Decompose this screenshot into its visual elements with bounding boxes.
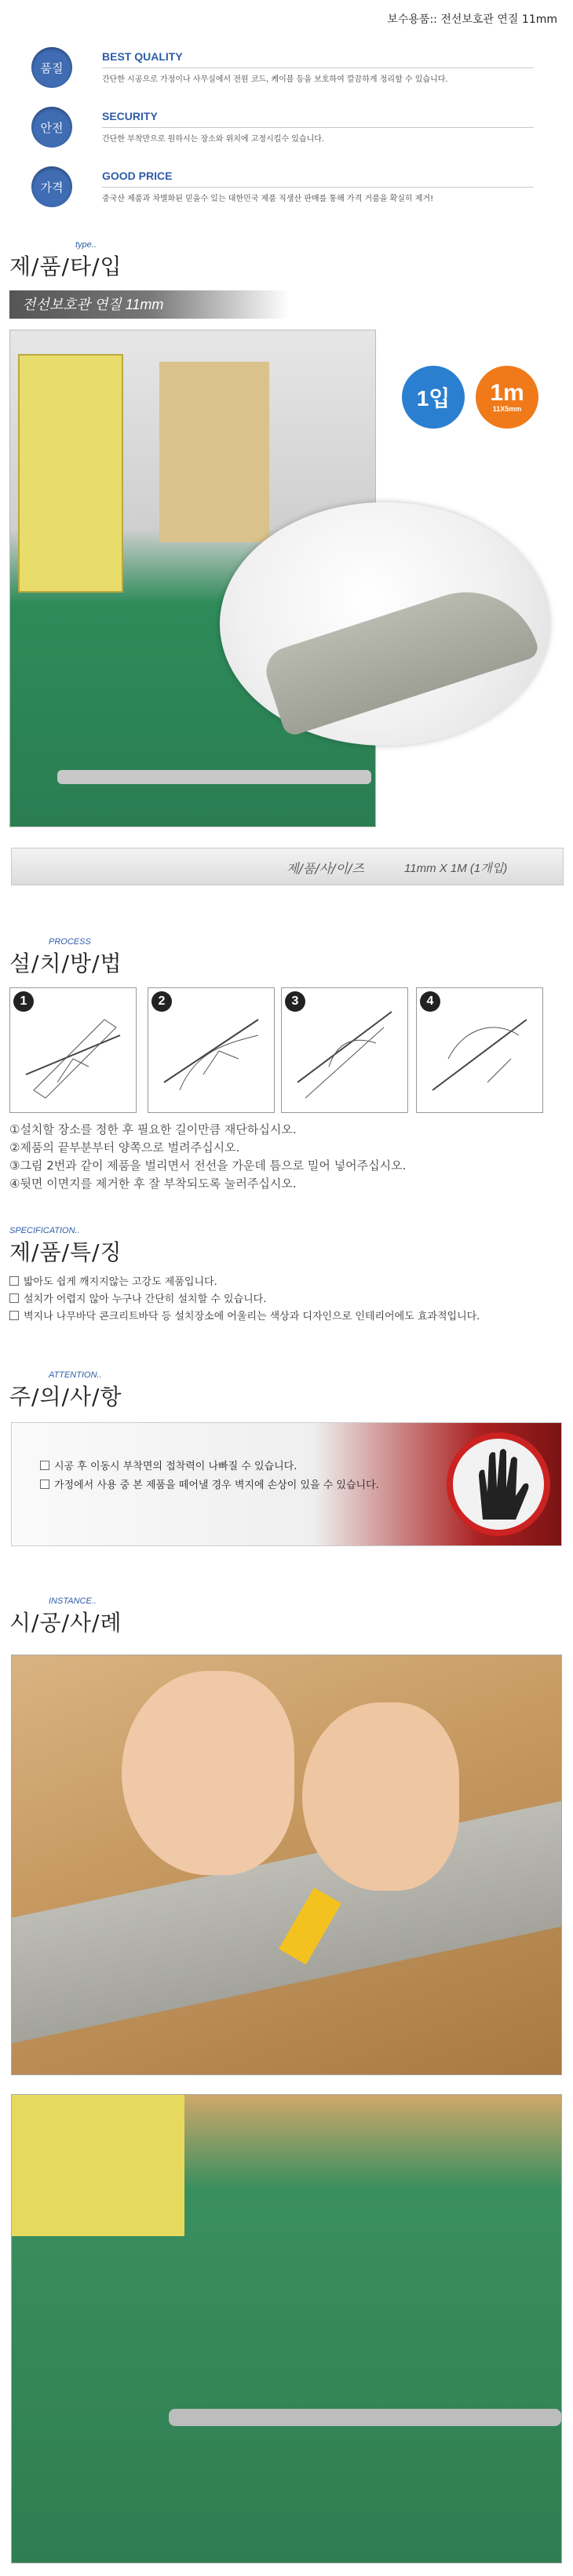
product-banner-text: 전선보호관 연질 11mm bbox=[22, 297, 164, 312]
feature-title: GOOD PRICE bbox=[102, 170, 173, 182]
step-3-illustration bbox=[281, 987, 408, 1113]
section-en-label: ATTENTION.. bbox=[49, 1370, 102, 1380]
section-en-label: INSTANCE.. bbox=[49, 1596, 97, 1606]
attention-text: 가정에서 사용 중 본 제품을 떼어낼 경우 벽지에 손상이 있을 수 있습니다. bbox=[54, 1480, 379, 1491]
step-number: 3 bbox=[285, 991, 305, 1012]
feature-desc: 간단한 부착만으로 원하시는 장소와 위치에 고정시킬수 있습니다. bbox=[102, 135, 325, 144]
step-text: ④뒷면 이면지를 제거한 후 잘 부착되도록 눌러주십시오. bbox=[9, 1177, 297, 1191]
spec-text: 벽지나 나무바닥 콘크리트바닥 등 설치장소에 어울리는 색상과 디자인으로 인테리어에도 효과적입니다. bbox=[24, 1311, 480, 1323]
length-badge bbox=[476, 366, 538, 429]
hand-image bbox=[122, 1671, 294, 1875]
section-heading-attention: 주/의/사/항 bbox=[9, 1384, 122, 1410]
instance-photo-1 bbox=[11, 1655, 562, 2075]
checkbox-icon bbox=[9, 1276, 19, 1286]
spec-item bbox=[9, 1273, 217, 1288]
section-en-label: SPECIFICATION.. bbox=[9, 1226, 80, 1235]
feature-title: BEST QUALITY bbox=[102, 50, 183, 63]
attention-item bbox=[40, 1458, 297, 1472]
page-title: 보수용품:: 전선보호관 연질 11mm bbox=[387, 13, 557, 26]
attention-item bbox=[40, 1476, 379, 1491]
spec-item bbox=[9, 1308, 480, 1323]
step-text: ③그림 2번과 같이 제품을 벌리면서 전선을 가운데 틈으로 밀어 넣어주십시오. bbox=[9, 1158, 407, 1173]
step-number: 2 bbox=[151, 991, 172, 1012]
step-2-illustration bbox=[148, 987, 275, 1113]
cabinet-image bbox=[18, 354, 123, 593]
quality-badge: 품질 bbox=[31, 47, 72, 88]
spec-item bbox=[9, 1290, 266, 1305]
step-1-illustration bbox=[9, 987, 137, 1113]
cabinet-image bbox=[12, 2095, 184, 2236]
size-label: 제/품/사/이/즈 bbox=[286, 861, 364, 876]
divider bbox=[102, 187, 534, 188]
feature-price bbox=[31, 166, 534, 220]
section-heading-instance: 시/공/사/례 bbox=[9, 1610, 122, 1636]
feature-desc: 중국산 제품과 차별화된 믿을수 있는 대한민국 제품 직생산 판매를 통해 가격 거품을 확실히 제거! bbox=[102, 195, 434, 203]
length-sub-text: 11X5mm bbox=[492, 405, 522, 413]
instance-photo-2 bbox=[11, 2094, 562, 2563]
section-en-label: PROCESS bbox=[49, 937, 91, 947]
feature-title: SECURITY bbox=[102, 110, 158, 122]
attention-box bbox=[11, 1422, 562, 1546]
step-text: ①설치할 장소를 정한 후 필요한 길이만큼 재단하십시오. bbox=[9, 1122, 297, 1137]
step-number: 1 bbox=[13, 991, 34, 1012]
cable-protector-image bbox=[57, 770, 371, 784]
attention-text: 시공 후 이동시 부착면의 접착력이 나빠질 수 있습니다. bbox=[54, 1461, 297, 1472]
feature-security bbox=[31, 107, 534, 160]
quantity-badge bbox=[402, 366, 465, 429]
feature-quality bbox=[31, 47, 534, 100]
divider bbox=[102, 127, 534, 128]
length-text: 1m bbox=[490, 380, 524, 406]
size-value: 11mm X 1M (1개입) bbox=[404, 862, 508, 875]
checkbox-icon bbox=[9, 1311, 19, 1320]
price-badge: 가격 bbox=[31, 166, 72, 207]
checkbox-icon bbox=[40, 1461, 49, 1470]
size-bar bbox=[11, 848, 564, 885]
cable-protector-image bbox=[169, 2409, 561, 2426]
quantity-text: 1입 bbox=[416, 386, 451, 410]
spec-text: 설치가 어렵지 않아 누구나 간단히 설치할 수 있습니다. bbox=[24, 1293, 267, 1305]
spec-text: 밟아도 쉽게 깨지지않는 고강도 제품입니다. bbox=[24, 1276, 217, 1288]
section-en-label: type.. bbox=[75, 240, 97, 250]
section-heading-type: 제/품/타/입 bbox=[9, 254, 122, 279]
step-number: 4 bbox=[420, 991, 440, 1012]
security-badge: 안전 bbox=[31, 107, 72, 148]
hand-image bbox=[302, 1702, 459, 1891]
closeup-circle bbox=[220, 502, 549, 746]
cable-protector-image bbox=[12, 1801, 561, 2044]
product-banner bbox=[9, 290, 289, 319]
section-heading-spec: 제/품/특/징 bbox=[9, 1239, 122, 1265]
boxes-image bbox=[159, 362, 269, 542]
section-heading-process: 설/치/방/법 bbox=[9, 950, 122, 976]
stop-hand-icon bbox=[443, 1429, 553, 1539]
checkbox-icon bbox=[40, 1480, 49, 1489]
checkbox-icon bbox=[9, 1293, 19, 1303]
step-text: ②제품의 끝부분부터 양쪽으로 벌려주십시오. bbox=[9, 1140, 240, 1155]
feature-desc: 간단한 시공으로 가정이나 사무실에서 전원 코드, 케이블 등을 보호하여 깔끔하게 정리할 수 있습니다. bbox=[102, 75, 448, 84]
cable-protector-closeup bbox=[260, 573, 540, 738]
step-4-illustration bbox=[416, 987, 543, 1113]
